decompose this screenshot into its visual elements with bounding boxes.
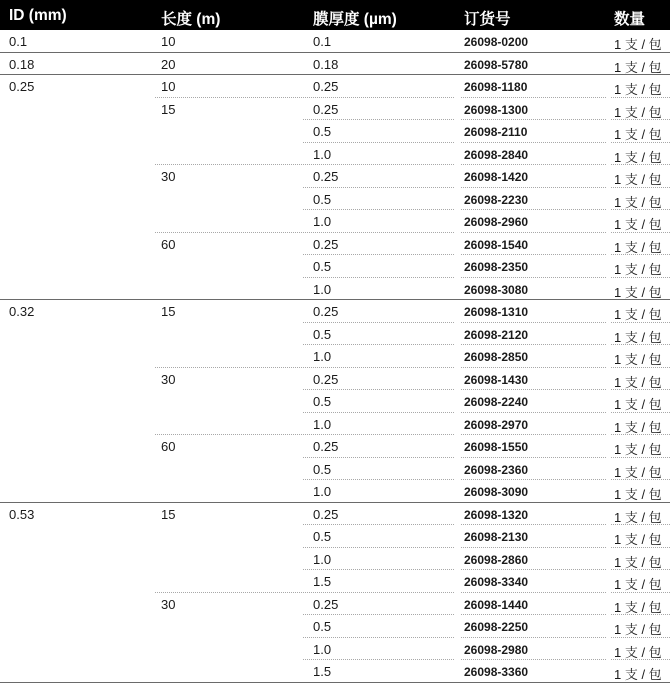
table-row <box>0 233 670 256</box>
cell-film-thickness: 0.25 <box>313 439 339 454</box>
table-row <box>0 480 670 503</box>
cell-part-number: 26098-2240 <box>464 395 529 409</box>
cell-film-thickness: 0.5 <box>313 124 332 139</box>
header-part-number: 订货号 <box>464 11 511 28</box>
cell-part-number: 26098-2110 <box>464 125 528 139</box>
cell-film-thickness: 0.25 <box>313 79 339 94</box>
cell-part-number: 26098-2350 <box>464 260 529 274</box>
table-row <box>0 255 670 278</box>
table-row <box>0 638 670 661</box>
cell-film-thickness: 0.5 <box>313 529 332 544</box>
cell-part-number: 26098-3090 <box>464 485 529 499</box>
cell-quantity: 1 支 / 包 <box>614 397 662 412</box>
table-row <box>0 188 670 211</box>
cell-quantity: 1 支 / 包 <box>614 329 662 345</box>
cell-part-number: 26098-2850 <box>464 350 529 364</box>
cell-film-thickness: 0.5 <box>313 394 332 409</box>
cell-quantity: 1 支 / 包 <box>614 644 662 660</box>
table-row <box>0 548 670 571</box>
cell-quantity: 1 支 / 包 <box>614 532 662 547</box>
cell-film-thickness: 1.0 <box>313 349 332 364</box>
cell-film-thickness: 1.0 <box>313 551 332 567</box>
table-row <box>0 525 670 548</box>
header-id: ID (mm) <box>9 7 67 24</box>
cell-part-number: 26098-2360 <box>464 462 529 477</box>
cell-part-number: 26098-1310 <box>464 305 529 319</box>
table-row <box>0 165 670 188</box>
cell-length: 15 <box>161 506 176 522</box>
table-row <box>0 345 670 368</box>
table-row <box>0 30 670 53</box>
cell-film-thickness: 0.18 <box>313 56 339 72</box>
cell-part-number: 26098-3360 <box>464 665 529 679</box>
cell-quantity: 1 支 / 包 <box>614 577 662 592</box>
cell-film-thickness: 0.5 <box>313 259 332 274</box>
cell-film-thickness: 1.0 <box>313 416 332 432</box>
cell-film-thickness: 0.25 <box>313 169 339 184</box>
header-length: 长度 (m) <box>161 11 221 28</box>
cell-id: 0.25 <box>9 79 35 94</box>
cell-film-thickness: 0.25 <box>313 236 339 252</box>
table-row <box>0 570 670 593</box>
table-row <box>0 413 670 436</box>
cell-part-number: 26098-2250 <box>464 620 529 634</box>
cell-part-number: 26098-1180 <box>464 80 528 94</box>
cell-quantity: 1 支 / 包 <box>614 442 662 457</box>
cell-length: 60 <box>161 236 176 252</box>
cell-quantity: 1 支 / 包 <box>614 464 662 480</box>
table-row <box>0 660 670 683</box>
table-row <box>0 300 670 323</box>
cell-part-number: 26098-2120 <box>464 327 529 342</box>
cell-part-number: 26098-2230 <box>464 192 529 207</box>
cell-id: 0.32 <box>9 304 35 319</box>
cell-length: 30 <box>161 596 176 612</box>
cell-quantity: 1 支 / 包 <box>614 419 662 435</box>
cell-film-thickness: 0.1 <box>313 34 332 49</box>
cell-part-number: 26098-2970 <box>464 417 529 432</box>
cell-film-thickness: 0.5 <box>313 191 332 207</box>
table-row <box>0 120 670 143</box>
cell-id: 0.18 <box>9 56 35 72</box>
cell-quantity: 1 支 / 包 <box>614 194 662 210</box>
table-row <box>0 435 670 458</box>
cell-quantity: 1 支 / 包 <box>614 37 662 52</box>
cell-film-thickness: 0.5 <box>313 619 332 634</box>
cell-length: 10 <box>161 79 176 94</box>
cell-length: 15 <box>161 304 176 319</box>
cell-part-number: 26098-2860 <box>464 552 529 567</box>
cell-id: 0.53 <box>9 506 35 522</box>
cell-quantity: 1 支 / 包 <box>614 284 662 300</box>
header-quantity: 数量 <box>614 11 646 28</box>
cell-film-thickness: 1.5 <box>313 664 332 679</box>
cell-part-number: 26098-1550 <box>464 440 529 454</box>
cell-length: 20 <box>161 56 176 72</box>
table-row <box>0 503 670 526</box>
table-row <box>0 75 670 98</box>
cell-film-thickness: 0.25 <box>313 596 339 612</box>
cell-part-number: 26098-2960 <box>464 215 529 229</box>
cell-part-number: 26098-5780 <box>464 57 529 72</box>
cell-quantity: 1 支 / 包 <box>614 82 662 97</box>
cell-quantity: 1 支 / 包 <box>614 667 662 682</box>
table-row <box>0 368 670 391</box>
cell-part-number: 26098-2980 <box>464 642 529 657</box>
table-row <box>0 98 670 121</box>
table-row <box>0 458 670 481</box>
cell-part-number: 26098-3340 <box>464 575 529 589</box>
cell-quantity: 1 支 / 包 <box>614 487 662 502</box>
cell-quantity: 1 支 / 包 <box>614 172 662 187</box>
cell-quantity: 1 支 / 包 <box>614 149 662 165</box>
cell-part-number: 26098-0200 <box>464 35 529 49</box>
table-row <box>0 615 670 638</box>
cell-quantity: 1 支 / 包 <box>614 307 662 322</box>
cell-quantity: 1 支 / 包 <box>614 352 662 367</box>
cell-length: 10 <box>161 34 176 49</box>
table-row <box>0 278 670 301</box>
cell-film-thickness: 1.0 <box>313 214 332 229</box>
cell-part-number: 26098-2130 <box>464 530 529 544</box>
cell-quantity: 1 支 / 包 <box>614 127 662 142</box>
cell-id: 0.1 <box>9 34 28 49</box>
cell-quantity: 1 支 / 包 <box>614 239 662 255</box>
cell-film-thickness: 0.25 <box>313 304 339 319</box>
cell-part-number: 26098-1320 <box>464 507 529 522</box>
cell-quantity: 1 支 / 包 <box>614 554 662 570</box>
table-row <box>0 323 670 346</box>
cell-quantity: 1 支 / 包 <box>614 262 662 277</box>
cell-quantity: 1 支 / 包 <box>614 374 662 390</box>
cell-part-number: 26098-1420 <box>464 170 529 184</box>
cell-part-number: 26098-1300 <box>464 102 529 117</box>
cell-film-thickness: 0.5 <box>313 326 332 342</box>
cell-film-thickness: 1.5 <box>313 574 332 589</box>
cell-length: 30 <box>161 169 176 184</box>
cell-part-number: 26098-1440 <box>464 597 529 612</box>
cell-film-thickness: 1.0 <box>313 146 332 162</box>
cell-part-number: 26098-1540 <box>464 237 529 252</box>
cell-film-thickness: 1.0 <box>313 484 332 499</box>
cell-quantity: 1 支 / 包 <box>614 622 662 637</box>
table-row <box>0 210 670 233</box>
table-row <box>0 143 670 166</box>
table-row <box>0 593 670 616</box>
cell-quantity: 1 支 / 包 <box>614 104 662 120</box>
table-body <box>0 30 670 683</box>
table-header <box>0 0 670 30</box>
cell-part-number: 26098-2840 <box>464 147 529 162</box>
cell-quantity: 1 支 / 包 <box>614 599 662 615</box>
cell-length: 30 <box>161 371 176 387</box>
cell-film-thickness: 1.0 <box>313 641 332 657</box>
cell-film-thickness: 0.5 <box>313 461 332 477</box>
header-film-thickness: 膜厚度 (µm) <box>313 11 397 28</box>
cell-film-thickness: 0.25 <box>313 101 339 117</box>
cell-quantity: 1 支 / 包 <box>614 59 662 75</box>
table-row <box>0 390 670 413</box>
cell-part-number: 26098-3080 <box>464 282 529 297</box>
cell-film-thickness: 1.0 <box>313 281 332 297</box>
table-row <box>0 53 670 76</box>
cell-length: 15 <box>161 101 176 117</box>
cell-quantity: 1 支 / 包 <box>614 509 662 525</box>
cell-part-number: 26098-1430 <box>464 372 529 387</box>
cell-film-thickness: 0.25 <box>313 506 339 522</box>
row-divider <box>0 682 670 683</box>
cell-length: 60 <box>161 439 176 454</box>
cell-quantity: 1 支 / 包 <box>614 217 662 232</box>
cell-film-thickness: 0.25 <box>313 371 339 387</box>
